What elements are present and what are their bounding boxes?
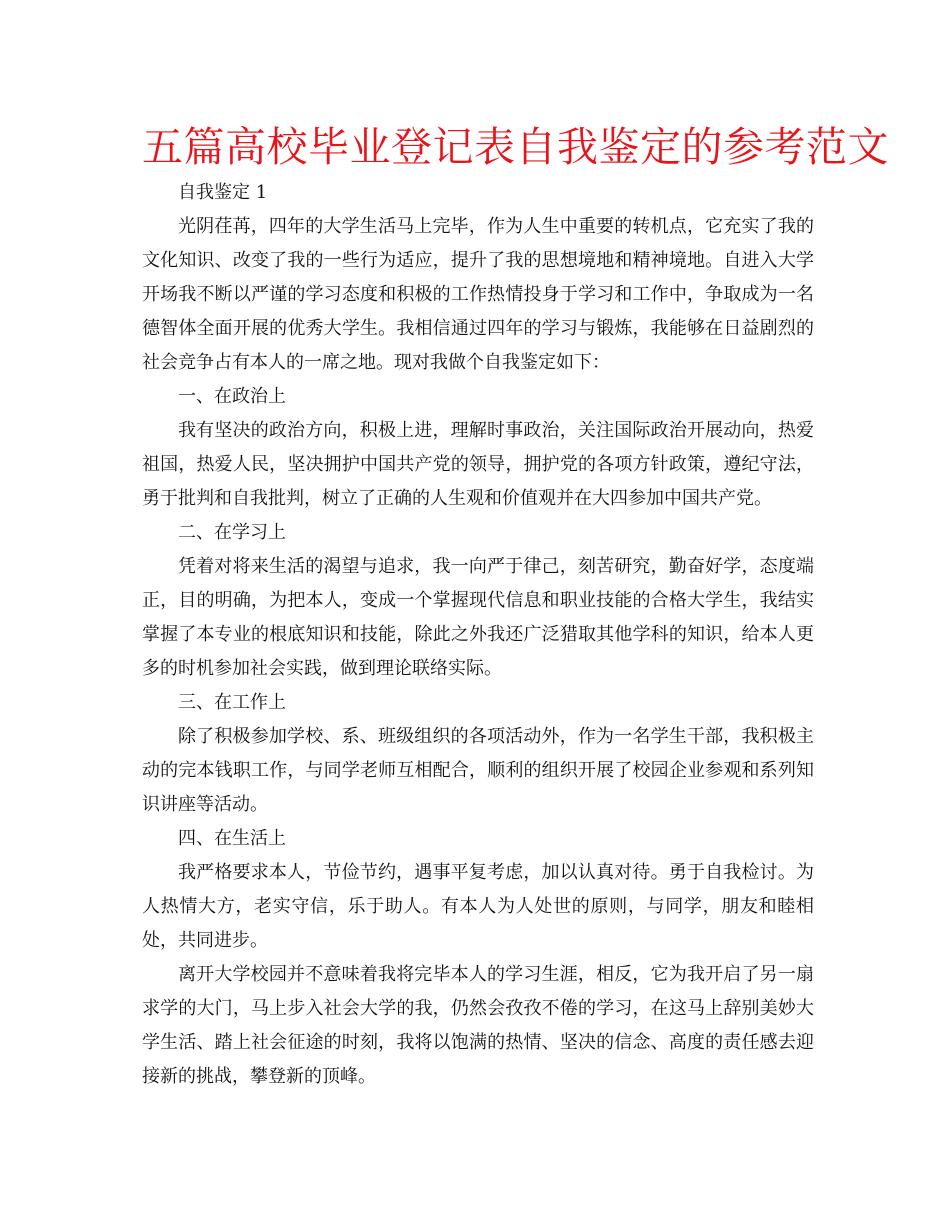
intro-paragraph: 光阴荏苒，四年的大学生活马上完毕，作为人生中重要的转机点，它充实了我的文化知识、改变了我的一些行为适应，提升了我的思想境地和精神境地。自进入大学开场我不断以严谨的学习态度和积极的工作热情投身于学习和工作中，争取成为一名德智体全面开展的优秀大学生。我相信通过四年的学习与锻炼，我能够在日益剧烈的社会竞争占有本人的一席之地。现对我做个自我鉴定如下：	[142, 216, 814, 373]
work-heading: 三、在工作上	[178, 692, 286, 713]
study-paragraph: 凭着对将来生活的渴望与追求，我一向严于律己，刻苦研究，勤奋好学，态度端正，目的明确，为把本人，变成一个掌握现代信息和职业技能的合格大学生，我结实掌握了本专业的根底知识和技能，除此之外我还广泛猎取其他学科的知识，给本人更多的时机参加社会实践，做到理论联络实际。	[142, 556, 814, 679]
document-body	[142, 176, 814, 1094]
section-title: 自我鉴定 1	[178, 182, 268, 203]
closing-paragraph: 离开大学校园并不意味着我将完毕本人的学习生涯，相反，它为我开启了另一扇求学的大门，马上步入社会大学的我，仍然会孜孜不倦的学习，在这马上辞别美妙大学生活、踏上社会征途的时刻，我将以饱满的热情、坚决的信念、高度的责任感去迎接新的挑战，攀登新的顶峰。	[142, 964, 814, 1087]
life-paragraph: 我严格要求本人，节俭节约，遇事平复考虑，加以认真对待。勇于自我检讨。为人热情大方，老实守信，乐于助人。有本人为人处世的原则，与同学，朋友和睦相处，共同进步。	[142, 862, 814, 951]
document-title: 五篇高校毕业登记表自我鉴定的参考范文	[142, 123, 889, 171]
work-paragraph: 除了积极参加学校、系、班级组织的各项活动外，作为一名学生干部，我积极主动的完本钱职工作，与同学老师互相配合，顺利的组织开展了校园企业参观和系列知识讲座等活动。	[142, 726, 814, 815]
document-page	[142, 118, 889, 1094]
study-heading: 二、在学习上	[178, 522, 286, 543]
politics-paragraph: 我有坚决的政治方向，积极上进，理解时事政治，关注国际政治开展动向，热爱祖国，热爱人民，坚决拥护中国共产党的领导，拥护党的各项方针政策，遵纪守法，勇于批判和自我批判，树立了正确的人生观和价值观并在大四参加中国共产党。	[142, 420, 814, 509]
life-heading: 四、在生活上	[178, 828, 286, 849]
politics-heading: 一、在政治上	[178, 386, 286, 407]
